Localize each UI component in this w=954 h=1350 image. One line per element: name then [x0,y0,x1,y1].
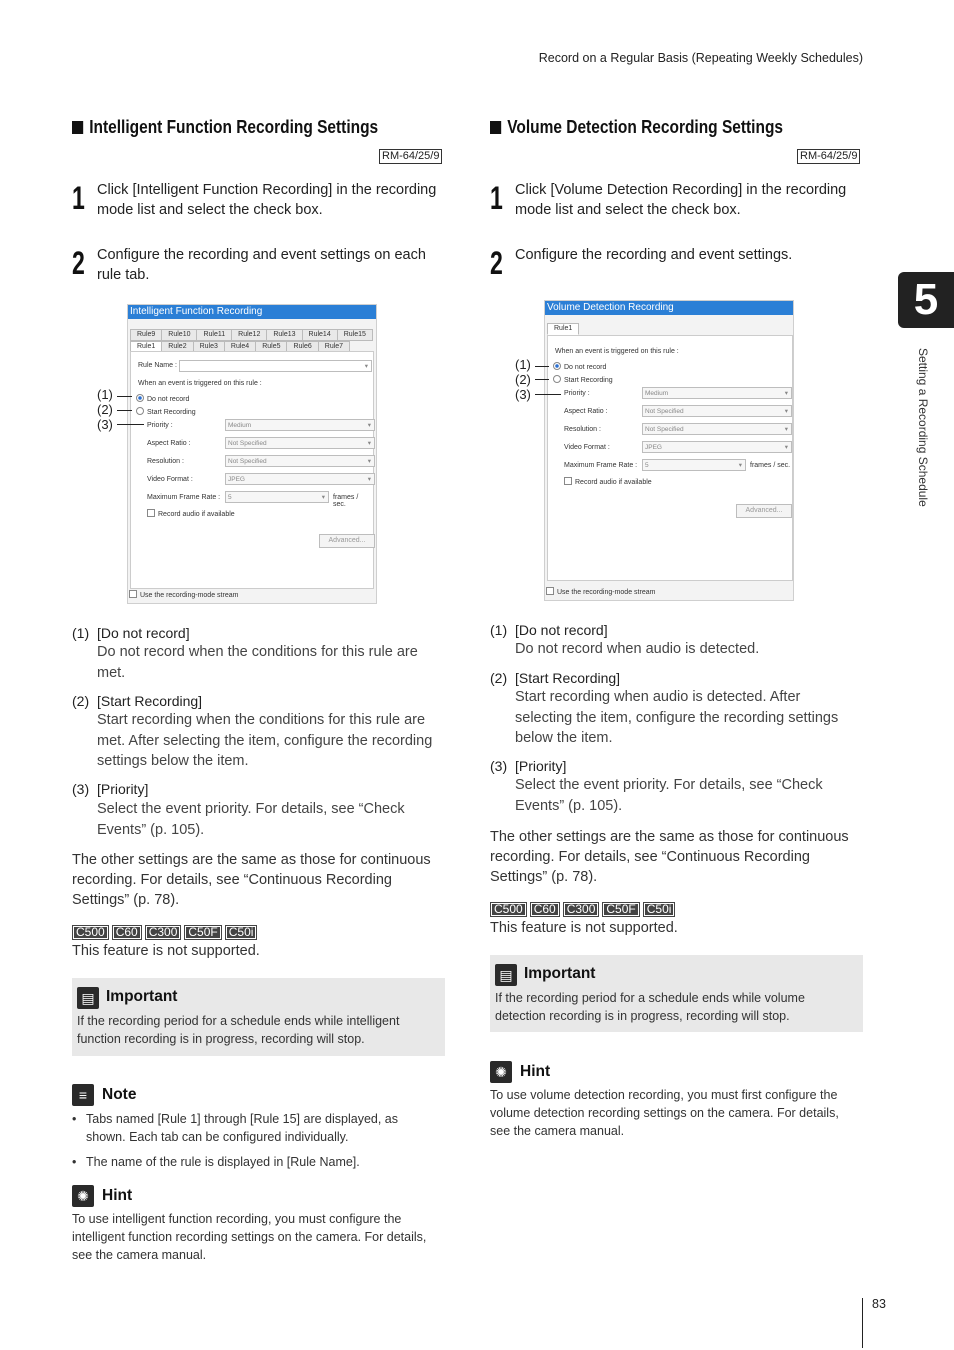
item-label: [Do not record] [515,622,608,638]
hint-icon: ✺ [72,1185,94,1207]
radio-selected-icon [136,394,144,402]
model-badges [72,925,257,940]
radio-start-recording[interactable] [553,375,613,384]
callout-line [535,366,549,367]
badge-c50f: C50F [184,925,221,940]
step-number: 1 [72,180,85,216]
section-title-text: Volume Detection Recording Settings [507,117,784,137]
radio-do-not-record[interactable] [136,394,189,403]
section-title-volume [490,117,783,138]
fps-label: Maximum Frame Rate : [564,462,638,469]
other-settings-text: The other settings are the same as those for continuous recording. For details, see “Continuous Recording Settings” (p. 78). [72,852,431,908]
not-supported-text: This feature is not supported. [72,943,260,959]
aspect-select[interactable]: Not Specified ▾ [225,437,375,449]
item-number: (1) [490,622,508,638]
checkbox-label: Use the recording-mode stream [557,589,656,596]
important-text: If the recording period for a schedule ends while volume detection recording is in progress, recording will stop. [495,991,805,1023]
radio-selected-icon [553,362,561,370]
book-icon: ▤ [495,964,517,986]
callout-3: (3) [97,417,113,432]
radio-label: Start Recording [147,409,196,416]
step-number: 2 [490,245,503,281]
checkbox-label: Use the recording-mode stream [140,592,239,599]
book-icon: ▤ [77,987,99,1009]
item-desc: Start recording when audio is detected. After selecting the item, configure the recording settings below the item. [515,689,839,746]
fps-select[interactable]: 5 ▾ [642,459,746,471]
item-desc: Select the event priority. For details, see “Check Events” (p. 105). [97,801,405,838]
checkbox-icon [546,587,554,595]
item-desc: Do not record when the conditions for this rule are met. [97,644,418,681]
intelligent-recording-dialog [127,304,377,604]
tab-rule15[interactable]: Rule15 [337,329,373,341]
audio-checkbox[interactable] [147,509,235,518]
advanced-button[interactable]: Advanced... [736,504,792,518]
radio-icon [553,375,561,383]
aspect-label: Aspect Ratio : [564,408,608,415]
checkbox-label: Record audio if available [575,479,652,486]
aspect-select[interactable]: Not Specified ▾ [642,405,792,417]
tab-rule4[interactable]: Rule4 [224,341,256,353]
stream-checkbox[interactable] [546,587,655,596]
callout-line [535,379,549,380]
item-number: (1) [72,625,90,641]
audio-checkbox[interactable] [564,477,652,486]
item-desc: Select the event priority. For details, see “Check Events” (p. 105). [515,777,823,814]
page-number: 83 [872,1297,886,1311]
badge-c500: C500 [490,902,527,917]
badge-c50i: C50i [225,925,258,940]
checkbox-icon [129,590,137,598]
callout-1: (1) [97,387,113,402]
model-badges [490,902,675,917]
dialog-titlebar: Volume Detection Recording [545,301,793,315]
chapter-number-tab: 5 [898,272,954,328]
square-bullet-icon [72,121,83,134]
item-label: [Start Recording] [515,670,621,686]
rule-pane [130,351,374,589]
resolution-select[interactable]: Not Specified ▾ [225,455,375,467]
rule-name-input[interactable] [179,360,372,372]
model-badge: RM-64/25/9 [379,149,442,164]
running-header: Record on a Regular Basis (Repeating Weekly Schedules) [538,51,863,65]
model-badge: RM-64/25/9 [797,149,860,164]
badge-c60: C60 [112,925,142,940]
format-label: Video Format : [147,476,193,483]
radio-label: Do not record [564,364,607,371]
badge-c300: C300 [145,925,182,940]
radio-label: Start Recording [564,377,613,384]
priority-label: Priority : [564,390,590,397]
important-title: Important [524,965,596,982]
fps-select[interactable]: 5 ▾ [225,491,329,503]
callout-line [117,424,144,425]
section-title-text: Intelligent Function Recording Settings [89,117,379,137]
badge-c50i: C50i [643,902,676,917]
item-number: (2) [72,693,90,709]
callout-2: (2) [515,372,531,387]
priority-select[interactable]: Medium ▾ [642,387,792,399]
checkbox-label: Record audio if available [158,511,235,518]
rule-tabs [545,323,793,335]
item-label: [Do not record] [97,625,190,641]
item-number: (3) [490,758,508,774]
step-text: Configure the recording and event settings on each rule tab. [97,247,426,283]
radio-do-not-record[interactable] [553,362,606,371]
format-label: Video Format : [564,444,610,451]
fps-label: Maximum Frame Rate : [147,494,221,501]
step-text: Click [Volume Detection Recording] in the recording mode list and select the check box. [515,182,847,218]
hint-text: To use intelligent function recording, you must configure the intelligent function recording settings on the camera. For details, see the camera manual. [72,1212,427,1262]
callout-line [535,394,561,395]
tab-rule3[interactable]: Rule3 [193,341,225,353]
aspect-label: Aspect Ratio : [147,440,191,447]
hint-icon: ✺ [490,1061,512,1083]
important-box [490,955,863,1032]
badge-c300: C300 [563,902,600,917]
rule-name-label: Rule Name : [138,362,177,369]
hint-title: Hint [520,1063,551,1080]
tab-rule2[interactable]: Rule2 [161,341,193,353]
badge-c60: C60 [530,902,560,917]
callout-line [117,396,132,397]
step-number: 2 [72,245,85,281]
note-bullet: • [72,1155,77,1169]
callout-2: (2) [97,402,113,417]
important-text: If the recording period for a schedule ends while intelligent function recording is in progress, recording will stop. [77,1014,400,1046]
rule-tabs-row1 [128,329,376,341]
fps-unit: frames / sec. [750,462,791,469]
tab-rule5[interactable]: Rule5 [255,341,287,353]
item-label: [Start Recording] [97,693,203,709]
fps-unit: frames / sec. [333,494,359,508]
radio-start-recording[interactable] [136,407,196,416]
advanced-button[interactable]: Advanced... [319,534,375,548]
radio-icon [136,407,144,415]
not-supported-text: This feature is not supported. [490,920,678,936]
item-number: (2) [490,670,508,686]
resolution-label: Resolution : [564,426,601,433]
section-title-intelligent [72,117,378,138]
tab-rule1[interactable]: Rule1 [130,341,162,353]
checkbox-icon [147,509,155,517]
tab-rule14[interactable]: Rule14 [302,329,338,341]
radio-label: Do not record [147,396,190,403]
tab-rule6[interactable]: Rule6 [286,341,318,353]
note-title: Note [102,1086,137,1103]
resolution-label: Resolution : [147,458,184,465]
tab-rule1[interactable]: Rule1 [547,323,579,335]
note-item: Tabs named [Rule 1] through [Rule 15] are displayed, as shown. Each tab can be configured individually. [86,1112,398,1144]
tab-rule11[interactable]: Rule11 [196,329,232,341]
other-settings-text: The other settings are the same as those for continuous recording. For details, see “Continuous Recording Settings” (p. 78). [490,829,849,885]
callout-line [117,410,132,411]
volume-recording-dialog [544,300,794,601]
tab-rule13[interactable]: Rule13 [266,329,302,341]
step-text: Click [Intelligent Function Recording] in the recording mode list and select the check box. [97,182,437,218]
step-number: 1 [490,180,503,216]
hint-title: Hint [102,1187,133,1204]
callout-1: (1) [515,357,531,372]
stream-checkbox[interactable] [129,590,238,599]
note-bullet: • [72,1112,77,1126]
priority-select[interactable]: Medium ▾ [225,419,375,431]
item-desc: Start recording when the conditions for this rule are met. After selecting the item, configure the recording settings below the item. [97,712,433,769]
event-label: When an event is triggered on this rule : [138,380,262,387]
badge-c50f: C50F [602,902,639,917]
important-title: Important [106,988,178,1005]
step-text: Configure the recording and event settings. [515,247,793,263]
note-icon: ≡ [72,1084,94,1106]
callout-3: (3) [515,387,531,402]
item-label: [Priority] [515,758,567,774]
item-number: (3) [72,781,90,797]
chapter-side-label: Setting a Recording Schedule [916,348,930,507]
dialog-titlebar: Intelligent Function Recording [128,305,376,319]
format-select[interactable]: JPEG ▾ [225,473,375,485]
hint-text: To use volume detection recording, you must first configure the volume detection recording settings on the camera. For details, see the camera manual. [490,1088,839,1138]
tab-rule10[interactable]: Rule10 [161,329,197,341]
event-label: When an event is triggered on this rule : [555,348,679,355]
item-desc: Do not record when audio is detected. [515,641,760,657]
resolution-select[interactable]: Not Specified ▾ [642,423,792,435]
priority-label: Priority : [147,422,173,429]
item-label: [Priority] [97,781,149,797]
square-bullet-icon [490,121,501,134]
rule-pane [547,335,793,581]
note-item: The name of the rule is displayed in [Rule Name]. [86,1155,360,1169]
page-number-rule [862,1298,863,1348]
checkbox-icon [564,477,572,485]
tab-rule9[interactable]: Rule9 [130,329,162,341]
tab-rule12[interactable]: Rule12 [231,329,267,341]
badge-c500: C500 [72,925,109,940]
tab-rule7[interactable]: Rule7 [318,341,350,353]
important-box [72,978,445,1056]
format-select[interactable]: JPEG ▾ [642,441,792,453]
